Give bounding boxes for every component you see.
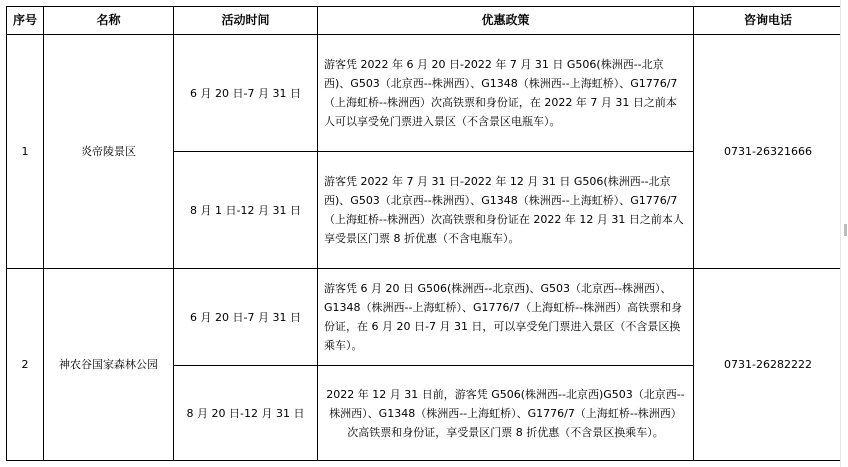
- row-time: 6 月 20 日-7 月 31 日: [174, 35, 318, 152]
- header-row: [7, 7, 843, 35]
- row-policy: 游客凭 2022 年 6 月 20 日-2022 年 7 月 31 日 G506(株洲西--北京西)、G503（北京西--株洲西）、G1348（株洲西--上海虹桥）、G1776/7（上海虹桥--株洲西）次高铁票和身份证，在 2022 年 7 月 31 日之前本人可以享受免门票进入景区（不含景区电瓶车）。: [318, 35, 694, 152]
- row-time: 8 月 20 日-12 月 31 日: [174, 366, 318, 461]
- scrollbar-thumb[interactable]: [844, 224, 847, 236]
- row-phone: 0731-26282222: [694, 269, 843, 461]
- row-policy: 2022 年 12 月 31 日前，游客凭 G506(株洲西--北京西)G503（北京西--株洲西）、G1348（株洲西--上海虹桥）、G1776/7（上海虹桥--株洲西）次高铁票和身份证，享受景区门票 8 折优惠（不含景区换乘车）。: [318, 366, 694, 461]
- header-phone: 咨询电话: [694, 7, 843, 35]
- header-index: 序号: [7, 7, 44, 35]
- table-row: [7, 269, 843, 366]
- row-name: 炎帝陵景区: [44, 35, 174, 269]
- header-name: 名称: [44, 7, 174, 35]
- promotion-table: [6, 6, 843, 461]
- row-time: 8 月 1 日-12 月 31 日: [174, 152, 318, 269]
- row-policy: 游客凭 2022 年 7 月 31 日-2022 年 12 月 31 日 G506(株洲西--北京西)、G503（北京西--株洲西）、G1348（株洲西--上海虹桥）、G1776/7（上海虹桥--株洲西）次高铁票和身份证在 2022 年 12 月 31 日之前本人享受景区门票 8 折优惠（不含电瓶车）。: [318, 152, 694, 269]
- row-index: 1: [7, 35, 44, 269]
- header-time: 活动时间: [174, 7, 318, 35]
- header-policy: 优惠政策: [318, 7, 694, 35]
- row-phone: 0731-26321666: [694, 35, 843, 269]
- row-time: 6 月 20 日-7 月 31 日: [174, 269, 318, 366]
- vertical-scrollbar[interactable]: [840, 0, 848, 467]
- table-row: [7, 35, 843, 152]
- row-name: 神农谷国家森林公园: [44, 269, 174, 461]
- row-policy: 游客凭 6 月 20 日 G506(株洲西--北京西)、G503（北京西--株洲西）、G1348（株洲西--上海虹桥）、G1776/7（上海虹桥--株洲西）高铁票和身份证，在 6 月 20 日-7 月 31 日，可以享受免门票进入景区（不含景区换乘车）。: [318, 269, 694, 366]
- row-index: 2: [7, 269, 44, 461]
